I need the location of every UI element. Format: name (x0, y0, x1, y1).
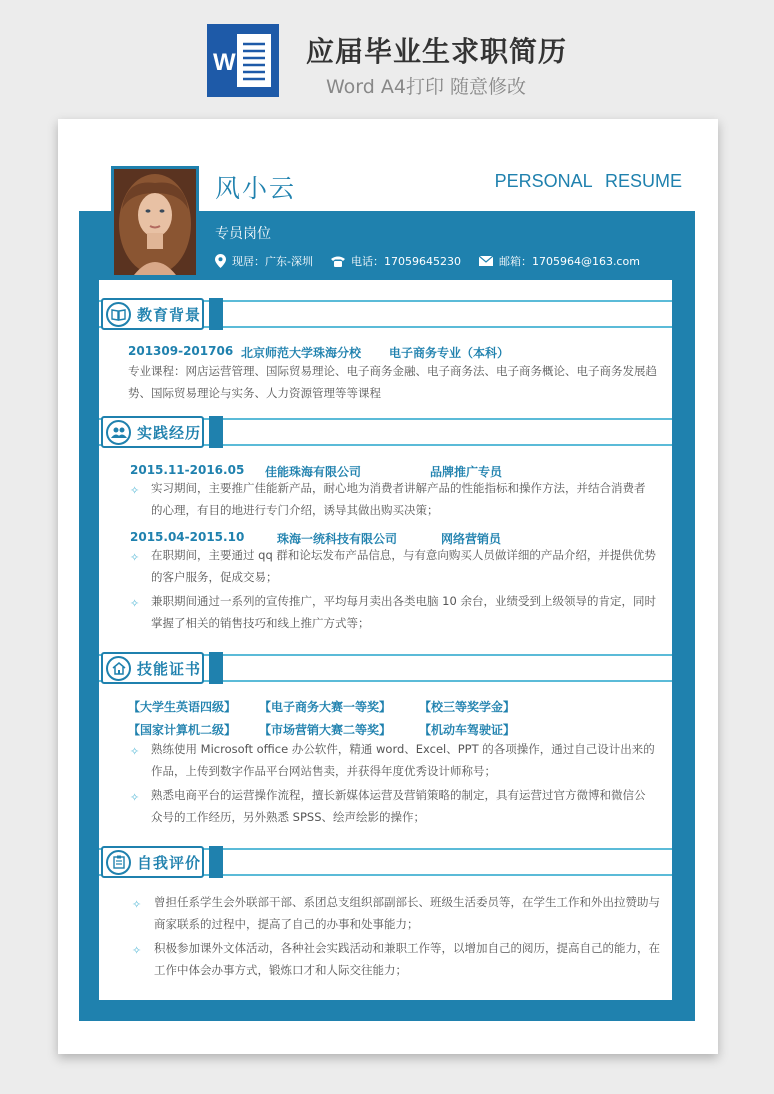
skill-desc-line: 众号的工作经历，另外熟悉 SPSS、绘声绘影的操作； (151, 810, 425, 824)
mail-icon (479, 256, 493, 266)
bullet-icon: ✧ (130, 791, 140, 804)
cert-item: 【国家计算机二级】 (128, 723, 237, 737)
job-desc-line: 掌握了相关的销售技巧和线上推广方式等； (151, 616, 370, 630)
job-period: 2015.04-2015.10 (130, 530, 245, 544)
job-desc-line: 兼职期间通过一系列的宣传推广，平均每月卖出各类电脑 10 余台，业绩受到上级领导的肯定，同时 (151, 594, 656, 608)
bullet-icon: ✧ (130, 484, 140, 497)
book-icon (106, 302, 131, 327)
job-company: 佳能珠海有限公司 (265, 465, 362, 479)
self-eval-line: 积极参加课外文体活动，各种社会实践活动和兼职工作等，以增加自己的阅历，提高自己的能力，在 (154, 941, 660, 955)
section-title: 自我评价 (137, 853, 202, 872)
contact-email: 邮箱：1705964@163.com (479, 253, 640, 269)
cert-item: 【校三等奖学金】 (419, 700, 516, 714)
bullet-icon: ✧ (132, 944, 142, 957)
self-eval-line: 曾担任系学生会外联部干部、系团总支组织部副部长、班级生活委员等，在学生工作和外出拉赞助与 (154, 895, 660, 909)
top-banner (0, 0, 774, 112)
resume-content (99, 280, 672, 1000)
candidate-name: 风小云 (215, 174, 297, 203)
skill-desc-line: 熟悉电商平台的运营操作流程，擅长新媒体运营及营销策略的制定，具有运营过官方微博和微信公 (151, 788, 646, 802)
edu-period: 201309-201706 (128, 344, 234, 358)
document-subtitle: Word A4打印 随意修改 (326, 76, 527, 98)
section-skills-header (99, 652, 672, 684)
skill-desc-line: 熟练使用 Microsoft office 办公软件，精通 word、Excel、PPT 的各项操作，通过自己设计出来的 (151, 742, 655, 756)
bullet-icon: ✧ (132, 898, 142, 911)
profile-photo (111, 166, 199, 278)
job-role: 网络营销员 (441, 532, 502, 546)
job-desc-line: 实习期间，主要推广佳能新产品，耐心地为消费者讲解产品的性能指标和操作方法，并结合消费者 (151, 481, 646, 495)
job-position: 专员岗位 (215, 226, 271, 242)
cert-item: 【市场营销大赛二等奖】 (259, 723, 392, 737)
edu-major: 电子商务专业（本科） (389, 346, 510, 360)
job-desc-line: 的心理，有目的地进行专门介绍，诱导其做出购买决策； (151, 503, 439, 517)
word-document-icon (207, 24, 279, 97)
edu-courses-line: 势、国际贸易理论与实务、人力资源管理等等课程 (128, 386, 381, 400)
cert-item: 【大学生英语四级】 (128, 700, 237, 714)
svg-text:W: W (213, 49, 236, 76)
contact-info (215, 253, 658, 269)
contact-phone: 电话：17059645230 (331, 253, 461, 269)
section-self-eval-header (99, 846, 672, 878)
phone-icon (331, 256, 345, 267)
self-eval-line: 商家联系的过程中，提高了自己的办事和处事能力； (154, 917, 419, 931)
edu-courses-line: 专业课程：网店运营管理、国际贸易理论、电子商务金融、电子商务法、电子商务概论、电子商务发展趋 (128, 364, 657, 378)
resume-frame (79, 211, 695, 1021)
edu-school: 北京师范大学珠海分校 (241, 346, 362, 360)
bullet-icon: ✧ (130, 551, 140, 564)
job-desc-line: 在职期间，主要通过 qq 群和论坛发布产品信息，与有意向购买人员做详细的产品介绍，并提供优势 (151, 548, 656, 562)
people-icon (106, 420, 131, 445)
location-pin-icon (215, 254, 226, 268)
section-title: 技能证书 (137, 659, 202, 678)
section-education-header (99, 298, 672, 330)
contact-location: 现居：广东-深圳 (215, 253, 313, 269)
job-role: 品牌推广专员 (430, 465, 503, 479)
section-title: 教育背景 (137, 305, 202, 324)
home-icon (106, 656, 131, 681)
clipboard-icon (106, 850, 131, 875)
job-period: 2015.11-2016.05 (130, 463, 245, 477)
resume-page (58, 119, 718, 1054)
self-eval-line: 工作中体会办事方式，锻炼口才和人际交往能力； (154, 963, 407, 977)
job-desc-line: 的客户服务，促成交易； (151, 570, 278, 584)
cert-item: 【电子商务大赛一等奖】 (259, 700, 392, 714)
bullet-icon: ✧ (130, 597, 140, 610)
resume-tag: PERSONAL RESUME (494, 171, 682, 191)
document-title: 应届毕业生求职简历 (306, 35, 568, 68)
section-experience-header (99, 416, 672, 448)
skill-desc-line: 作品，上传到数字作品平台网站售卖，并获得年度优秀设计师称号； (151, 764, 496, 778)
section-title: 实践经历 (137, 423, 202, 442)
cert-item: 【机动车驾驶证】 (419, 723, 516, 737)
bullet-icon: ✧ (130, 745, 140, 758)
job-company: 珠海一统科技有限公司 (277, 532, 398, 546)
